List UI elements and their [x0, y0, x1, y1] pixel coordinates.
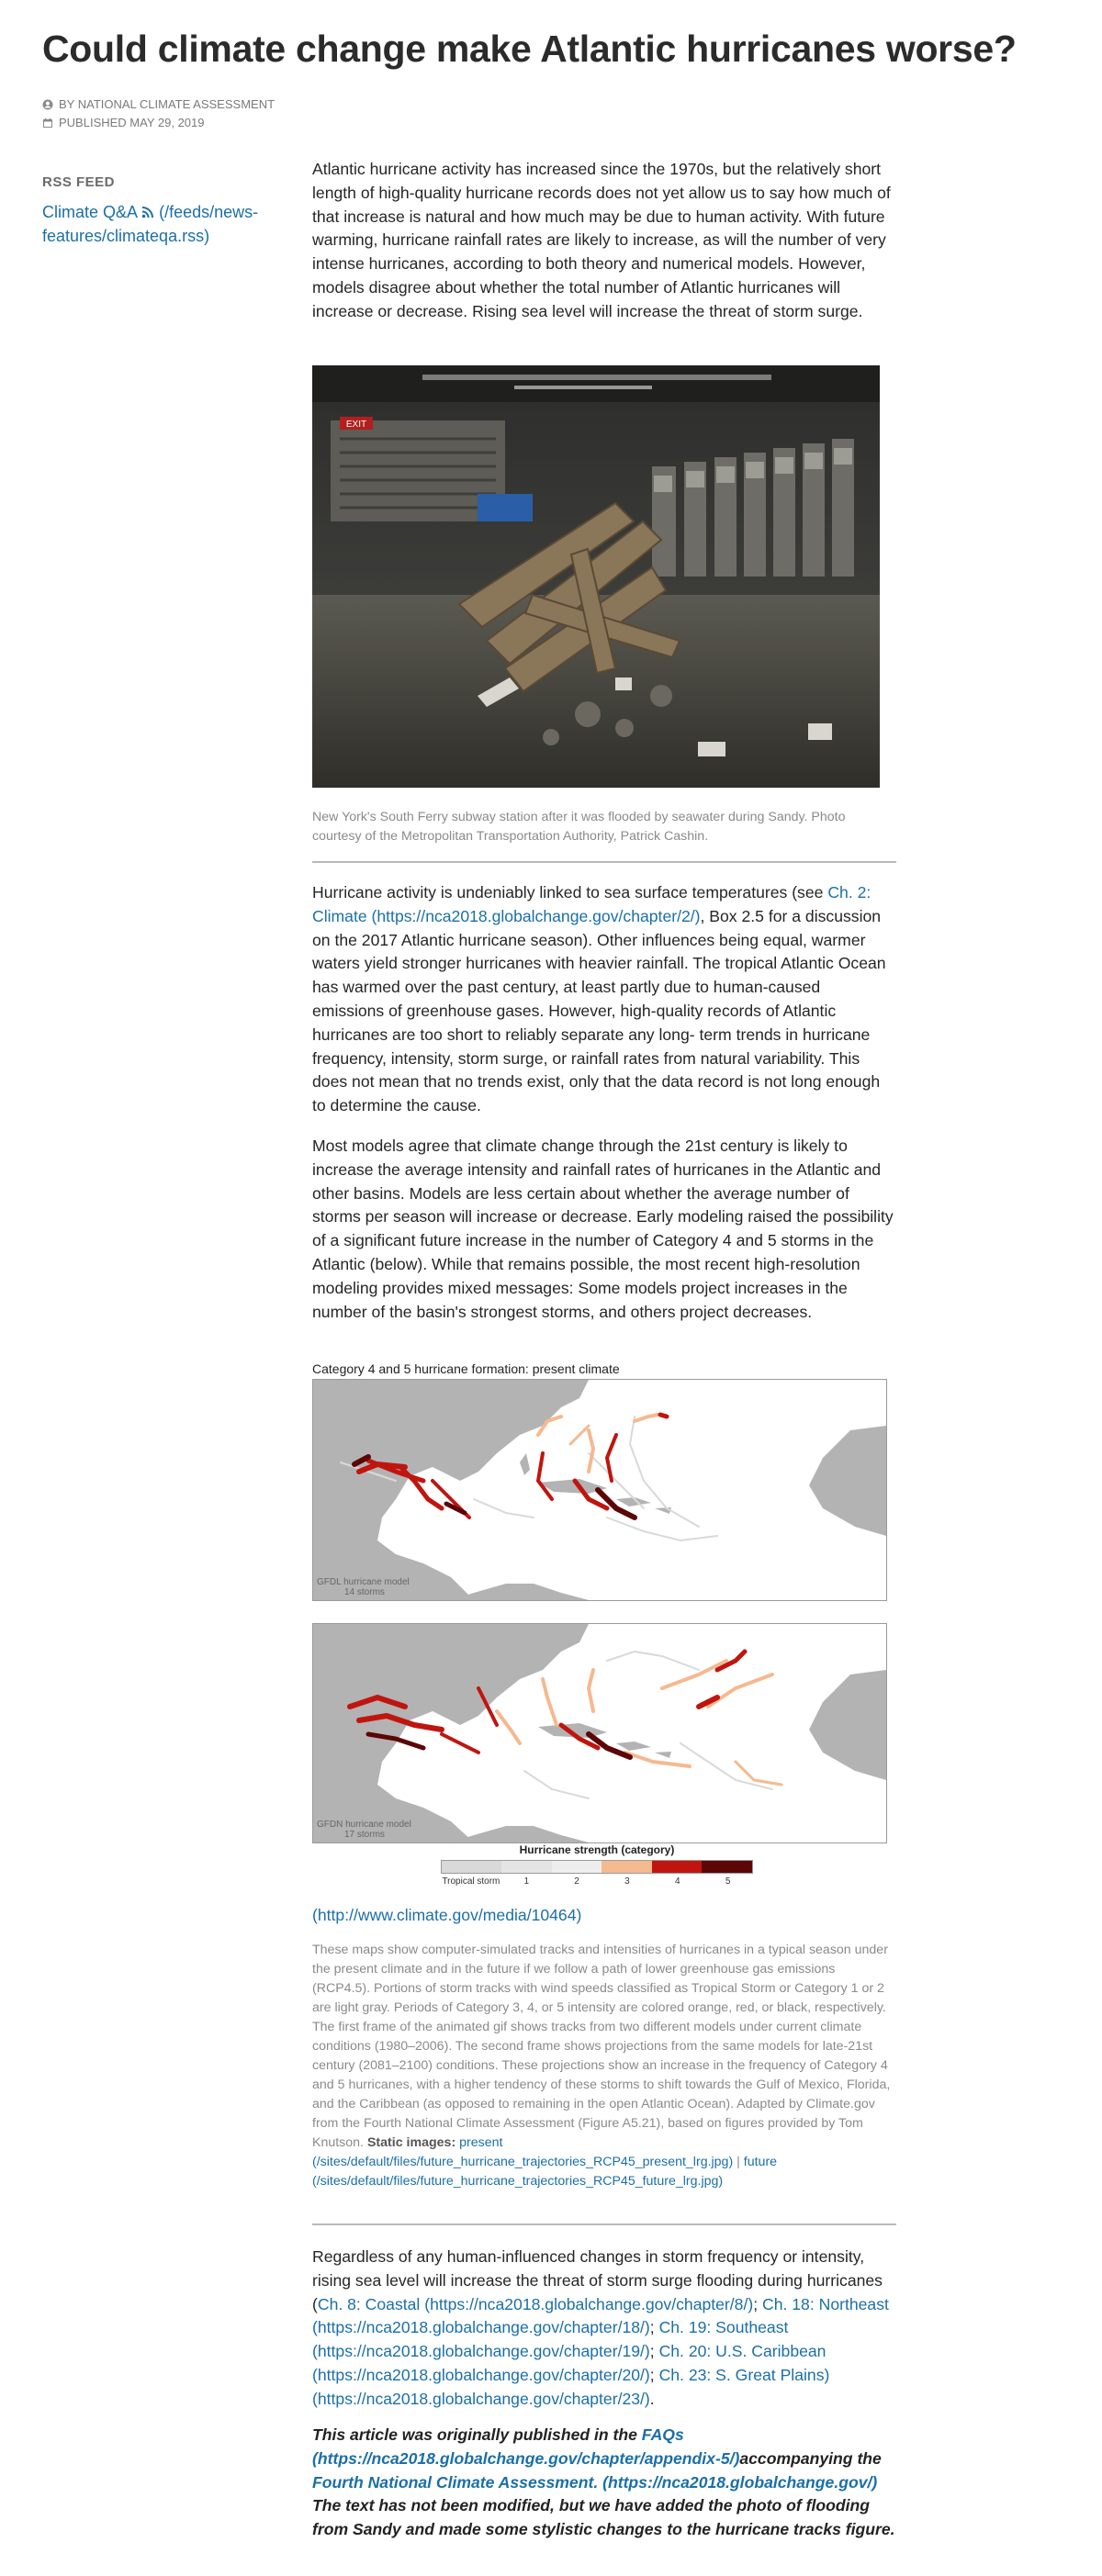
section-divider-2: [312, 2223, 896, 2225]
legend-swatch: [442, 1861, 501, 1873]
paragraph-text: , Box 2.5 for a discussion on the 2017 Atlantic hurricane season). Other influences being equal, warmer waters yield stronger hurricanes with heavier rainfall. The tropical Atlantic Ocean has warmed over the past century, at least partly due to human-caused emissions of greenhouse gases. However, high-quality records of Atlantic hurricanes are too short to reliably separate any long- term trends in hurricane frequency, intensity, storm surge, or rainfall rates from natural variability. This does not mean that no trends exist, only that the data record is not long enough to determine the cause.: [312, 906, 886, 1115]
legend-swatch: [552, 1861, 602, 1873]
map-present-svg-2: [313, 1624, 886, 1842]
static-images-label: Static images:: [366, 2135, 456, 2150]
publication-note: [312, 2424, 896, 2542]
photo-exit-sign: EXIT: [345, 420, 367, 430]
byline-text: BY NATIONAL CLIMATE ASSESSMENT: [59, 97, 276, 111]
link-ch19-southeast[interactable]: Ch. 19: Southeast (https://nca2018.globalchange.gov/chapter/19/): [312, 2318, 789, 2361]
rss-feed-heading: RSS FEED: [42, 174, 116, 190]
publish-date: [42, 116, 205, 129]
note-text: The text has not been modified, but we have added the photo of flooding from Sandy and made some stylistic changes to the hurricane tracks figure.: [312, 2496, 895, 2539]
user-icon: [42, 99, 53, 110]
map2-storm-count: 17 storms: [344, 1830, 385, 1840]
figure-caption: [312, 1941, 896, 2191]
hurricane-strength-legend: [441, 1843, 753, 1887]
paragraph-sea-level: [312, 2246, 896, 2412]
legend-title: Hurricane strength (category): [519, 1843, 675, 1856]
link-sep: ;: [649, 2365, 659, 2384]
paragraph-models: Most models agree that climate change through the 21st century is likely to increase the average intensity and rainfall rates of hurricanes in the Atlantic and other basins. Models are less certain about whether the average number of storms per season will increase or decrease. Early modeling raised the possibility of a significant future increase in the number of Category 4 and 5 storms in the Atlantic (below). While that remains possible, the most recent high-resolution modeling provides mixed messages: Some models project increases in the number of the basin's strongest storms, and others project decreases.: [312, 1137, 894, 1321]
link-sep: ;: [649, 2342, 659, 2361]
legend-label: Tropical storm: [442, 1876, 500, 1887]
paragraph-sea-surface: [312, 881, 896, 1118]
map1-model-label: GFDL hurricane model: [317, 1577, 410, 1587]
map-present-gfdl: [312, 1379, 887, 1601]
link-ch18-northeast[interactable]: Ch. 18: Northeast (https://nca2018.globalchange.gov/chapter/18/): [312, 2294, 889, 2337]
legend-swatch: [501, 1861, 552, 1873]
legend-swatch: [652, 1861, 703, 1873]
byline: [42, 97, 275, 111]
map-present-gfdn: [312, 1623, 887, 1843]
flooded-subway-photo: [312, 365, 880, 788]
map2-model-label: GFDN hurricane model: [317, 1820, 411, 1830]
rss-link-text: Climate Q&A: [42, 203, 138, 221]
link-faqs[interactable]: FAQs (https://nca2018.globalchange.gov/chapter/appendix-5/): [312, 2425, 740, 2468]
page-title: Could climate change make Atlantic hurricanes worse?: [42, 28, 1017, 70]
legend-label: 1: [523, 1876, 529, 1887]
figure-caption-text: These maps show computer-simulated tracks and intensities of hurricanes in a typical season under the present climate and in the future if we follow a path of lower greenhouse gas emissions (RCP4.5). Portions of storm tracks with wind speeds classified as Tropical Storm or Category 1 or 2 are light gray. Periods of Category 3, 4, or 5 intensity are colored orange, red, or black, respectively. The first frame of the animated gif shows tracks from two different models under current climate conditions (1980–2006). The second frame shows projections from the same models for late-21st century (2081–2100) conditions. These projections show an increase in the frequency of Category 4 and 5 hurricanes, with a higher tendency of these storms to shift towards the Gulf of Mexico, Florida, and the Caribbean (as opposed to remaining in the open Atlantic Ocean). Adapted by Climate.gov from the Fourth National Climate Assessment (Figure A5.21), based on figures provided by Tom Knutson.: [312, 1943, 891, 2150]
link-separator: |: [737, 2155, 740, 2169]
figure-title: Category 4 and 5 hurricane formation: present climate: [312, 1361, 620, 1376]
photo-caption: New York's South Ferry subway station after it was flooded by seawater during Sandy. Photo courtesy of the Metropolitan Transportation Authority, Patrick Cashin.: [312, 810, 846, 844]
map1-storm-count: 14 storms: [344, 1587, 385, 1597]
intro-paragraph: Atlantic hurricane activity has increased since the 1970s, but the relatively short length of high-quality hurricane records does not yet allow us to say how much of that increase is natural and how much may be due to human activity. With future warming, hurricane rainfall rates are likely to increase, as will the number of very intense hurricanes, according to both theory and numerical models. However, models disagree about whether the total number of Atlantic hurricanes will increase or decrease. Rising sea level will increase the threat of storm surge.: [312, 160, 891, 320]
photo-illustration: [312, 365, 880, 788]
paragraph-text: Regardless of any human-influenced changes in storm frequency or intensity, rising sea level will increase the threat of storm surge flooding during hurricanes (: [312, 2247, 883, 2313]
legend-label: 5: [725, 1876, 731, 1887]
rss-link-url: (/feeds/news-features/climateqa.rss): [42, 203, 259, 245]
future-image-link[interactable]: future (/sites/default/files/future_hurricane_trajectories_RCP45_future_lrg.jpg): [312, 2155, 778, 2189]
legend-label: 2: [574, 1876, 579, 1887]
map-present-svg: [313, 1380, 886, 1600]
link-fourth-nca[interactable]: Fourth National Climate Assessment. (https://nca2018.globalchange.gov/): [312, 2472, 878, 2492]
legend-swatch: [602, 1861, 652, 1873]
note-text: This article was originally published in the: [312, 2425, 642, 2444]
link-ch8-coastal[interactable]: Ch. 8: Coastal (https://nca2018.globalchange.gov/chapter/8/): [317, 2294, 754, 2313]
legend-label: 3: [624, 1876, 630, 1887]
link-ch20-caribbean[interactable]: Ch. 20: U.S. Caribbean (https://nca2018.globalchange.gov/chapter/20/): [312, 2342, 826, 2384]
calendar-icon: [42, 118, 53, 129]
legend-swatch: [702, 1861, 752, 1873]
rss-icon: [141, 206, 154, 218]
paragraph-text: .: [649, 2389, 655, 2408]
legend-color-bar: [441, 1860, 753, 1874]
link-ch23-great-plains[interactable]: Ch. 23: S. Great Plains) (https://nca2018.globalchange.gov/chapter/23/): [312, 2365, 830, 2408]
legend-label: 4: [674, 1876, 680, 1887]
legend-labels: [441, 1876, 753, 1887]
rss-feed-link[interactable]: [42, 200, 281, 248]
publish-date-text: PUBLISHED MAY 29, 2019: [59, 116, 205, 129]
note-text: accompanying the: [739, 2448, 882, 2468]
section-divider: [312, 861, 896, 863]
link-sep: ;: [753, 2294, 762, 2313]
climate-gov-media-link[interactable]: (http://www.climate.gov/media/10464): [312, 1906, 582, 1924]
present-image-link[interactable]: present (/sites/default/files/future_hurricane_trajectories_RCP45_present_lrg.jpg): [312, 2135, 734, 2169]
paragraph-text: Hurricane activity is undeniably linked to sea surface temperatures (see: [312, 883, 828, 902]
link-sep: ;: [649, 2318, 659, 2337]
link-ch2-climate[interactable]: Ch. 2: Climate (https://nca2018.globalchange.gov/chapter/2/): [312, 883, 871, 925]
